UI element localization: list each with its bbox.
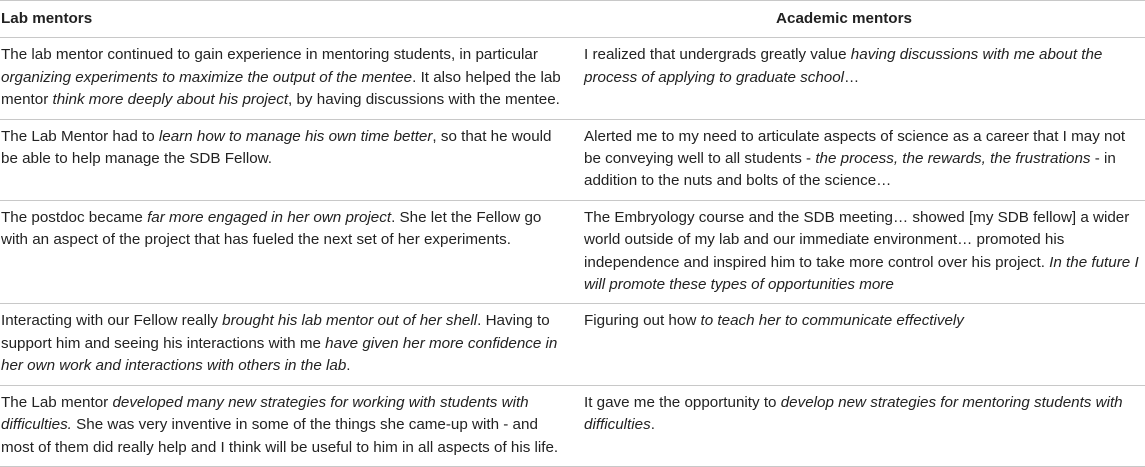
cell-text: Alerted me to my need to articulate aspects of science as a career that I may not be conveying well to all students - [584,127,1126,168]
emphasized-text: having discussions with me about the process of applying to graduate school [584,46,1103,86]
header-row [0,1,1145,38]
lab-mentor-cell [0,119,578,200]
lab-mentors-header: Lab mentors [0,1,578,38]
table-row [0,119,1145,200]
cell-text: The postdoc became [1,208,148,226]
academic-mentor-cell [578,304,1145,385]
emphasized-text: have given her more confidence in her own work and interactions with others in the lab [1,334,558,375]
emphasized-text: think more deeply about his project [52,91,289,109]
cell-text: , by having discussions with the mentee. [288,91,560,109]
cell-text: The lab mentor continued to gain experience in mentoring students, in particular [1,46,538,64]
table-row [0,385,1145,466]
cell-text: I realized that undergrads greatly value [584,46,851,64]
emphasized-text: organizing experiments to maximize the output of the mentee [1,68,413,86]
academic-mentor-cell [578,119,1145,200]
cell-text: It gave me the opportunity to [584,393,781,411]
cell-text: - in addition to the nuts and bolts of the science… [584,150,1116,190]
academic-mentor-cell [578,385,1145,466]
lab-mentor-cell [0,385,578,466]
cell-text: The Lab mentor [1,393,113,411]
academic-mentors-header: Academic mentors [578,1,1145,38]
lab-mentor-cell [0,38,578,119]
emphasized-text: In the future I will promote these types of opportunities more [584,253,1139,294]
emphasized-text: the process, the rewards, the frustrations [815,150,1091,168]
cell-text: . [346,357,351,375]
table-body [0,38,1145,467]
cell-text: Figuring out how [584,312,701,330]
emphasized-text: far more engaged in her own project [147,208,392,226]
cell-text: . She let the Fellow go with an aspect of the project that has fueled the next set of her experiments. [1,208,542,249]
cell-text: . Having to support him and seeing his interactions with me [1,312,550,352]
table-row [0,38,1145,119]
cell-text: . It also helped the lab mentor [1,68,561,109]
emphasized-text: develop new strategies for mentoring students with difficulties [584,393,1123,434]
emphasized-text: to teach her to communicate effectively [700,312,964,330]
cell-text: Interacting with our Fellow really [1,312,223,330]
table-row [0,200,1145,304]
cell-text: The Lab Mentor had to [1,127,159,145]
lab-mentor-cell [0,304,578,385]
cell-text: . [650,416,655,434]
cell-text: , so that he would be able to help manage the SDB Fellow. [1,127,552,168]
emphasized-text: learn how to manage his own time better [158,127,433,145]
table-header [0,1,1145,38]
academic-mentor-cell [578,38,1145,119]
table-row [0,304,1145,385]
cell-text: She was very inventive in some of the things she came-up with - and most of them did really help and I think will be useful to him in all aspects of his life. [1,416,559,456]
cell-text: The Embryology course and the SDB meeting… showed [my SDB fellow] a wider world outside of my lab and our immediate environment… promoted his independence and inspired him to take more control over his project. [584,208,1130,271]
emphasized-text: brought his lab mentor out of her shell [222,312,478,330]
cell-text: … [844,68,860,86]
lab-mentor-cell [0,200,578,304]
emphasized-text: developed many new strategies for working with students with difficulties. [1,393,529,434]
academic-mentor-cell [578,200,1145,304]
